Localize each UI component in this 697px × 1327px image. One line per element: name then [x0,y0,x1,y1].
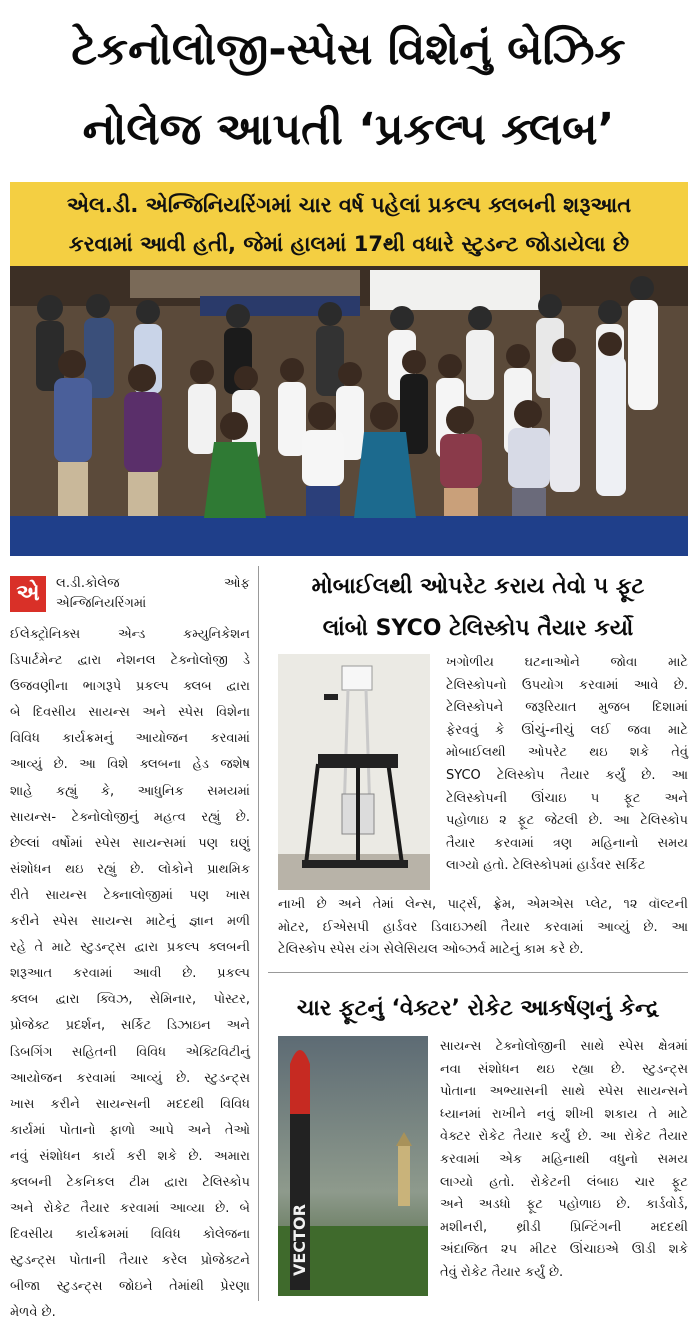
text-line: તેવું રોકેટ તૈયાર કર્યું છે. [440,1264,564,1280]
text-line: બે દિવસીય સાયન્સ અને સ્પેસ વિશેના [10,705,250,721]
text-line: નવું સંશોધન કાર્ય કરી શકે છે. અમારા [10,1148,250,1164]
text-line: રીતે સાયન્સ ટેક્નાલોજીમાં પણ ખાસ [10,887,250,903]
headline-line-1: ટેકનોલોજી-સ્પેસ વિશેનું બેઝિક [71,24,626,75]
text-line: મોટર, ઈએસપી હાર્ડવર ડિવાઇઝથી તૈયાર કરવામાં આવ્યું છે. આ [278,919,688,935]
text-line: નવા સંશોધન થઇ રહ્યા છે. સ્ટુડન્ટ્સ [440,1061,688,1077]
lead-line-2: એન્જિનિયરિંગમાં [56,596,147,611]
text-line: ટેલિસ્કોપની ઊંચાઇ ૫ ફૂટ અને [446,790,688,806]
text-line: ઉજવણીના ભાગરૂપે પ્રકલ્પ ક્લબ દ્વારા [10,679,250,695]
dropcap: એ [10,576,46,612]
subheadline-line-1: એલ.ડી. એન્જિનિયરિંગમાં ચાર વર્ષ પહેલાં પ્રકલ્પ ક્લબની શરૂઆત [66,193,632,217]
telescope-illustration [278,654,430,890]
rocket-article-title: ચાર ફૂટનું ‘વેક્ટર’ રોકેટ આકર્ષણનું કેન્દ્ર [296,996,660,1021]
headline-line-2: નોલેજ આપતી ‘પ્રકલ્પ ક્લબ’ [82,104,615,155]
text-line: કાર્યમાં પોતાનો ફાળો આપે અને તેઓ [10,1122,250,1138]
rocket-article-body [440,1036,688,1285]
main-article-body [10,622,250,1327]
text-line: તૈયાર કરવામાં ત્રણ મહિનાનો સમય [446,835,688,851]
subheadline-line-2: કરવામાં આવી હતી, જેમાં હાલમાં 17થી વધારે સ્ટુડન્ટ જોડાયેલા છે [68,232,630,256]
headline [0,0,697,180]
text-line: લાગ્યો હતો. ટેલિસ્કોપમાં હાર્ડવર સર્કિટ [446,858,646,874]
subheadline-box [10,182,688,266]
text-line: સાયન્સ- ટેક્નોલોજીનું મહત્વ રહ્યું છે. [10,809,250,825]
text-line: શરૂઆત કરવામાં આવી છે. પ્રકલ્પ [10,966,250,982]
text-line: દિવસીય કાર્યક્રમમાં વિવિધ કોલેજના [10,1227,250,1243]
text-line: આવ્યું છે. આ વિશે ક્લબના હેડ જશેષ [10,757,250,773]
text-line: ઈલેક્ટ્રોનિક્સ એન્ડ કમ્યુનિકેશન [10,627,250,642]
text-line: રહે તે માટે સ્ટુડન્ટ્સ દ્વારા પ્રકલ્પ ક્લબની [10,940,250,956]
telescope-article-body-side [446,652,688,878]
text-line: અને અડધો ફૂટ પહોળાઇ છે. કાર્ડવોર્ડ, [440,1197,688,1213]
text-line: સંશોધન થઇ રહ્યું છે. લોકોને પ્રાથમિક [10,861,250,877]
lead-text-1: લ.ડી.કોલેજ [56,576,120,591]
text-line: ક્લબ દ્વારા ક્વિઝ, સેમિનાર, પોસ્ટર, [10,992,250,1008]
text-line: પ્રોજેક્ટ પ્રદર્શન, સર્કિટ ડિઝાઇન અને [10,1018,250,1034]
text-line: આયોજન કરવામાં આવ્યું છે. સ્ટુડન્ટ્સ [10,1070,250,1086]
text-line: સ્ટુડન્ટ્સ પોતાની તૈયાર કરેલ પ્રોજેક્ટને [10,1253,250,1269]
group-photo-illustration [10,266,688,556]
text-line: ટેલિસ્કોપને જરૂરિયાત મુજબ દિશામાં [446,700,688,716]
text-line: મેળવે છે. [10,1305,56,1321]
text-line: અને રોકેટ તૈયાર કરવામાં આવ્યા છે. બે [10,1201,250,1217]
telescope-article-title [268,566,688,650]
group-photo [10,266,688,556]
text-line: ટેલિસ્કોપનો ઉપયોગ કરવામાં આવે છે. [446,677,688,693]
text-line: મોબાઈલથી ઓપરેટ થઇ શકે તેવું [446,745,688,761]
text-line: ખગોળીય ઘટનાઓને જોવા માટે [446,655,688,670]
text-line: ખાસ કરીને સાયન્સની મદદથી વિવિધ [10,1096,250,1112]
text-line: ધ્યાનમાં રાખીને નવું શીખી શકાય તે માટે [440,1106,688,1122]
text-line: ટેલિસ્કોપ સ્પેસ યંગ સેલેસિયલ ઓબ્ઝર્વ માટેનું કામ કરે છે. [278,942,584,958]
lead-of: ઓફ [224,576,250,591]
text-line: લાગ્યો હતો. રોકેટની લંબાઇ ચાર ફૂટ [440,1174,688,1190]
text-line: સાયન્સ ટેક્નોલોજીની સાથે સ્પેસ ક્ષેત્રમાં [440,1039,688,1054]
text-line: શાહે કહ્યું કે, આધુનિક સમયમાં [10,783,250,799]
text-line: SYCO ટેલિસ્કોપ તૈયાર કર્યું છે. આ [446,767,688,783]
text-line: ક્લબની ટેકનિકલ ટીમ દ્વારા ટેલિસ્કોપ [10,1174,250,1190]
text-line: નાખી છે અને તેમાં લેન્સ, પાર્ટ્સ, ફ્રેમ, એમએસ પ્લેટ, ૧૨ વૉલ્ટની [278,897,688,912]
rocket-label: VECTOR [290,1204,309,1276]
section-divider [268,972,688,973]
main-article [10,566,250,1321]
text-line: પહોળાઇ ૨ ફૂટ જેટલી છે. આ ટેલિસ્કોપ [446,813,688,829]
rocket-illustration [278,1036,428,1296]
telescope-photo [278,654,430,890]
column-divider [258,566,259,1301]
text-line: ફેરવવું કે ઊંચું-નીચું લઈ જવા માટે [446,722,688,738]
text-line: પોતાના અભ્યાસની સાથે સ્પેસ સાયન્સને [440,1084,688,1100]
text-line: વેક્ટર રોકેટ તૈયાર કર્યું છે. આ રોકેટ તૈયાર [440,1129,688,1145]
text-line: અંદાજિત ૨૫ મીટર ઊંચાઇએ ઊડી શકે [440,1242,688,1258]
text-line: બીજા સ્ટુડન્ટ્સ જોઇને તેમાંથી પ્રેરણા [10,1279,250,1295]
lead-line-1 [56,574,250,594]
telescope-article-body-full [278,894,688,962]
text-line: ડિપાર્ટમેન્ટ દ્વારા નેશનલ ટેક્નોલોજી ડે [10,653,250,669]
text-line: છેલ્લાં વર્ષોમાં સ્પેસ સાયન્સમાં પણ ઘણું [10,835,250,851]
text-line: કરવામાં એક મહિનાથી વધુનો સમય [440,1151,688,1167]
text-line: વિવિધ કાર્યક્રમનું આયોજન કરવામાં [10,731,250,747]
telescope-title-line-1: મોબાઈલથી ઓપરેટ કરાય તેવો ૫ ફૂટ [311,574,645,599]
text-line: ડિબગિંગ સહિતની વિવિધ એક્ટિવિટીનું [10,1044,250,1060]
telescope-title-line-2: લાંબો SYCO ટેલિસ્કોપ તૈયાર કર્યો [322,616,634,641]
text-line: કરીને સ્પેસ સાયન્સ માટેનું જ્ઞાન મળી [10,914,250,930]
text-line: મશીનરી, થ્રીડી પ્રિન્ટિંગની મદદથી [440,1219,688,1235]
rocket-photo [278,1036,428,1296]
